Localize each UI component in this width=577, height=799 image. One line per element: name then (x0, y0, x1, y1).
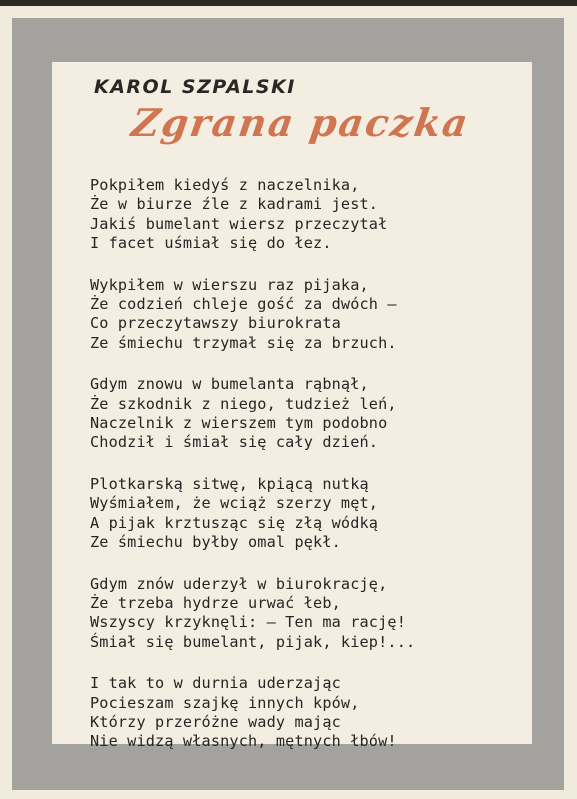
poem-line: Pokpiłem kiedyś z naczelnika, (90, 176, 360, 194)
poem-line: Że szkodnik z niego, tudzież leń, (90, 394, 397, 413)
stanza-6 (90, 674, 506, 752)
poem-line: Jakiś bumelant wiersz przeczytał (90, 214, 388, 233)
stanza-1 (90, 176, 506, 254)
poem-line: Gdym znowu w bumelanta rąbnął, (90, 375, 369, 394)
poem-line: Że codzień chleje gość za dwóch — (90, 295, 397, 314)
poem-title: Zgrana paczka (128, 100, 473, 145)
poem-body (90, 176, 506, 774)
poem-line: Nie widzą własnych, mętnych łbów! (90, 732, 397, 751)
poem-line: Chodził i śmiał się cały dzień. (90, 433, 379, 452)
poem-line: Ze śmiechu byłby omal pękł. (90, 533, 341, 552)
top-rule (0, 0, 577, 6)
poem-line: Co przeczytawszy biurokrata (90, 314, 341, 333)
poem-line: Wszyscy krzyknęli: — Ten ma rację! (90, 613, 406, 632)
poem-line: Którzy przeróżne wady mając (90, 712, 341, 731)
poem-line: Że trzeba hydrze urwać łeb, (90, 593, 341, 612)
poem-line: Że w biurze źle z kadrami jest. (90, 195, 379, 214)
stanza-3 (90, 375, 506, 453)
author-name: KAROL SZPALSKI (94, 76, 296, 98)
poem-line: Gdym znów uderzył w biurokrację, (90, 574, 388, 593)
poem-line: Wykpiłem w wierszu raz pijaka, (90, 275, 369, 294)
poem-line: A pijak krztusząc się złą wódką (90, 513, 379, 532)
poem-line: Wyśmiałem, że wciąż szerzy męt, (90, 494, 379, 513)
poem-line: Plotkarską sitwę, kpiącą nutką (90, 474, 369, 493)
stanza-4 (90, 475, 506, 553)
poem-line: Ze śmiechu trzymał się za brzuch. (90, 333, 397, 352)
stanza-2 (90, 276, 506, 354)
poem-line: Naczelnik z wierszem tym podobno (90, 414, 388, 433)
poem-line: Śmiał się bumelant, pijak, kiep!... (90, 632, 416, 651)
stanza-5 (90, 575, 506, 653)
poem-line: I tak to w durnia uderzając (90, 674, 341, 693)
poem-line: Pocieszam szajkę innych kpów, (90, 693, 360, 712)
poem-line: I facet uśmiał się do łez. (90, 234, 332, 253)
